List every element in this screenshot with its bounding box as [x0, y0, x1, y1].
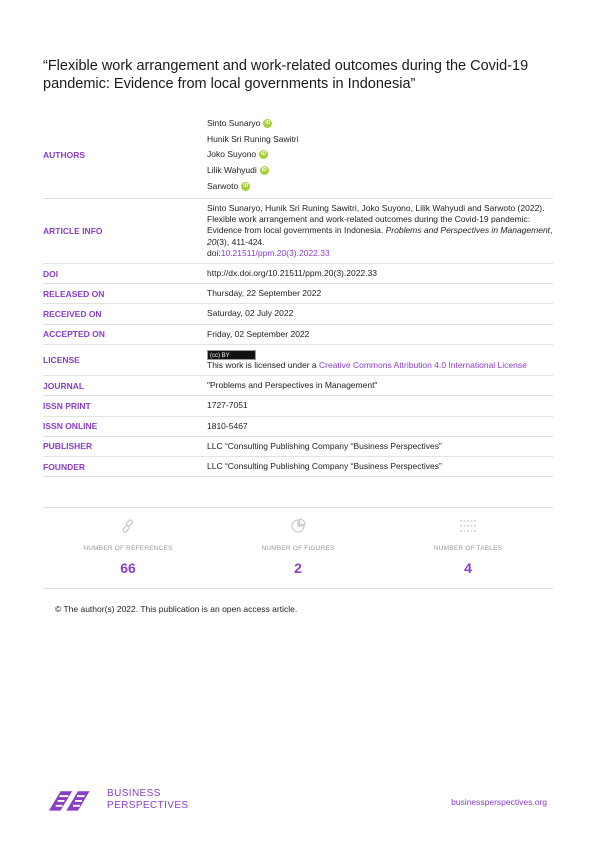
journal-label: JOURNAL [43, 380, 85, 391]
stat-label: NUMBER OF FIGURES [261, 545, 335, 552]
orcid-icon[interactable] [260, 166, 269, 175]
link-icon [120, 518, 136, 534]
founder-row [43, 457, 553, 477]
accepted-row [43, 325, 553, 345]
author-item[interactable] [207, 132, 553, 148]
founder-label: FOUNDER [43, 461, 86, 472]
issn-print-value: 1727-7051 [207, 400, 248, 411]
issn-online-row [43, 417, 553, 437]
orcid-icon[interactable] [259, 150, 268, 159]
founder-value: LLC “Consulting Publishing Company “Business Perspectives” [207, 461, 442, 472]
brand-name-line1: BUSINESS [107, 788, 161, 799]
article-stats [43, 507, 553, 589]
article-info-row [43, 199, 553, 264]
publisher-label: PUBLISHER [43, 441, 93, 452]
author-name: Joko Suyono [207, 149, 257, 160]
authors-label: AUTHORS [43, 149, 86, 160]
author-name: Sinto Sunaryo [207, 118, 261, 129]
doi-value[interactable]: http://dx.doi.org/10.21511/ppm.20(3).2022.33 [207, 267, 377, 278]
publisher-value: LLC “Consulting Publishing Company “Business Perspectives” [207, 440, 442, 451]
citation-issue-pages: (3), 411-424. [216, 236, 265, 247]
authors-row [43, 112, 553, 199]
publisher-row [43, 437, 553, 457]
author-item[interactable] [207, 163, 553, 179]
received-row [43, 304, 553, 324]
accepted-value: Friday, 02 September 2022 [207, 328, 310, 339]
citation-volume: 20 [207, 236, 217, 247]
orcid-icon[interactable] [241, 182, 250, 191]
author-name: Sarwoto [207, 180, 239, 191]
author-name: Hunik Sri Runing Sawitri [207, 133, 299, 144]
released-value: Thursday, 22 September 2022 [207, 288, 322, 299]
license-value [207, 345, 553, 375]
pie-chart-icon [290, 518, 306, 534]
stat-value: 4 [464, 560, 472, 576]
citation [207, 199, 553, 263]
accepted-label: ACCEPTED ON [43, 329, 105, 340]
cc-by-badge-icon[interactable]: (cc) BY [207, 350, 256, 360]
brand-name-line2: PERSPECTIVES [107, 800, 189, 811]
citation-doi-prefix: doi: [207, 247, 221, 258]
doi-row [43, 264, 553, 284]
author-name: Lilik Wahyudi [207, 164, 257, 175]
received-value: Saturday, 02 July 2022 [207, 308, 294, 319]
journal-row [43, 376, 553, 396]
journal-value: "Problems and Perspectives in Management" [207, 380, 378, 391]
stat-label: NUMBER OF TABLES [433, 545, 503, 552]
citation-volume-separator: , [550, 225, 553, 236]
stat-value: 2 [294, 560, 302, 576]
author-item[interactable] [207, 178, 553, 194]
stat-tables [383, 508, 553, 588]
orcid-icon[interactable] [263, 119, 272, 128]
license-row [43, 345, 553, 376]
received-label: RECEIVED ON [43, 308, 102, 319]
released-label: RELEASED ON [43, 288, 105, 299]
business-perspectives-logo-icon[interactable] [47, 787, 105, 813]
issn-online-value: 1810-5467 [207, 420, 248, 431]
website-link[interactable]: businessperspectives.org [451, 797, 547, 807]
author-item[interactable] [207, 116, 553, 132]
authors-list [207, 112, 553, 198]
doi-label: DOI [43, 268, 59, 279]
issn-online-label: ISSN ONLINE [43, 421, 98, 432]
released-row [43, 284, 553, 304]
article-metadata [43, 112, 553, 477]
author-item[interactable] [207, 147, 553, 163]
issn-print-row [43, 396, 553, 416]
license-text: This work is licensed under a [207, 360, 319, 370]
stat-value: 66 [120, 560, 136, 576]
article-title: “Flexible work arrangement and work-related outcomes during the Covid-19 pandemic: Evidence from local governments in Indonesia” [43, 58, 529, 92]
citation-text: Sinto Sunaryo, Hunik Sri Runing Sawitri, Joko Suyono, Lilik Wahyudi and Sarwoto (2022). Flexible work arrangement and work-related outcomes during the Covid-19 pandemic: Evidence from local governments in Indonesia. [207, 202, 545, 236]
open-access-notice: © The author(s) 2022. This publication is an open access article. [55, 604, 298, 614]
citation-doi-link[interactable]: 10.21511/ppm.20(3).2022.33 [220, 247, 330, 258]
issn-print-label: ISSN PRINT [43, 401, 91, 411]
stat-label: NUMBER OF REFERENCES [83, 545, 173, 552]
stat-figures [213, 508, 383, 588]
article-info-label: ARTICLE INFO [43, 225, 103, 236]
license-label: LICENSE [43, 355, 80, 365]
license-link[interactable]: Creative Commons Attribution 4.0 International License [318, 360, 527, 370]
stat-references [43, 508, 213, 588]
citation-journal: Problems and Perspectives in Management [385, 225, 551, 236]
table-icon [460, 518, 476, 534]
